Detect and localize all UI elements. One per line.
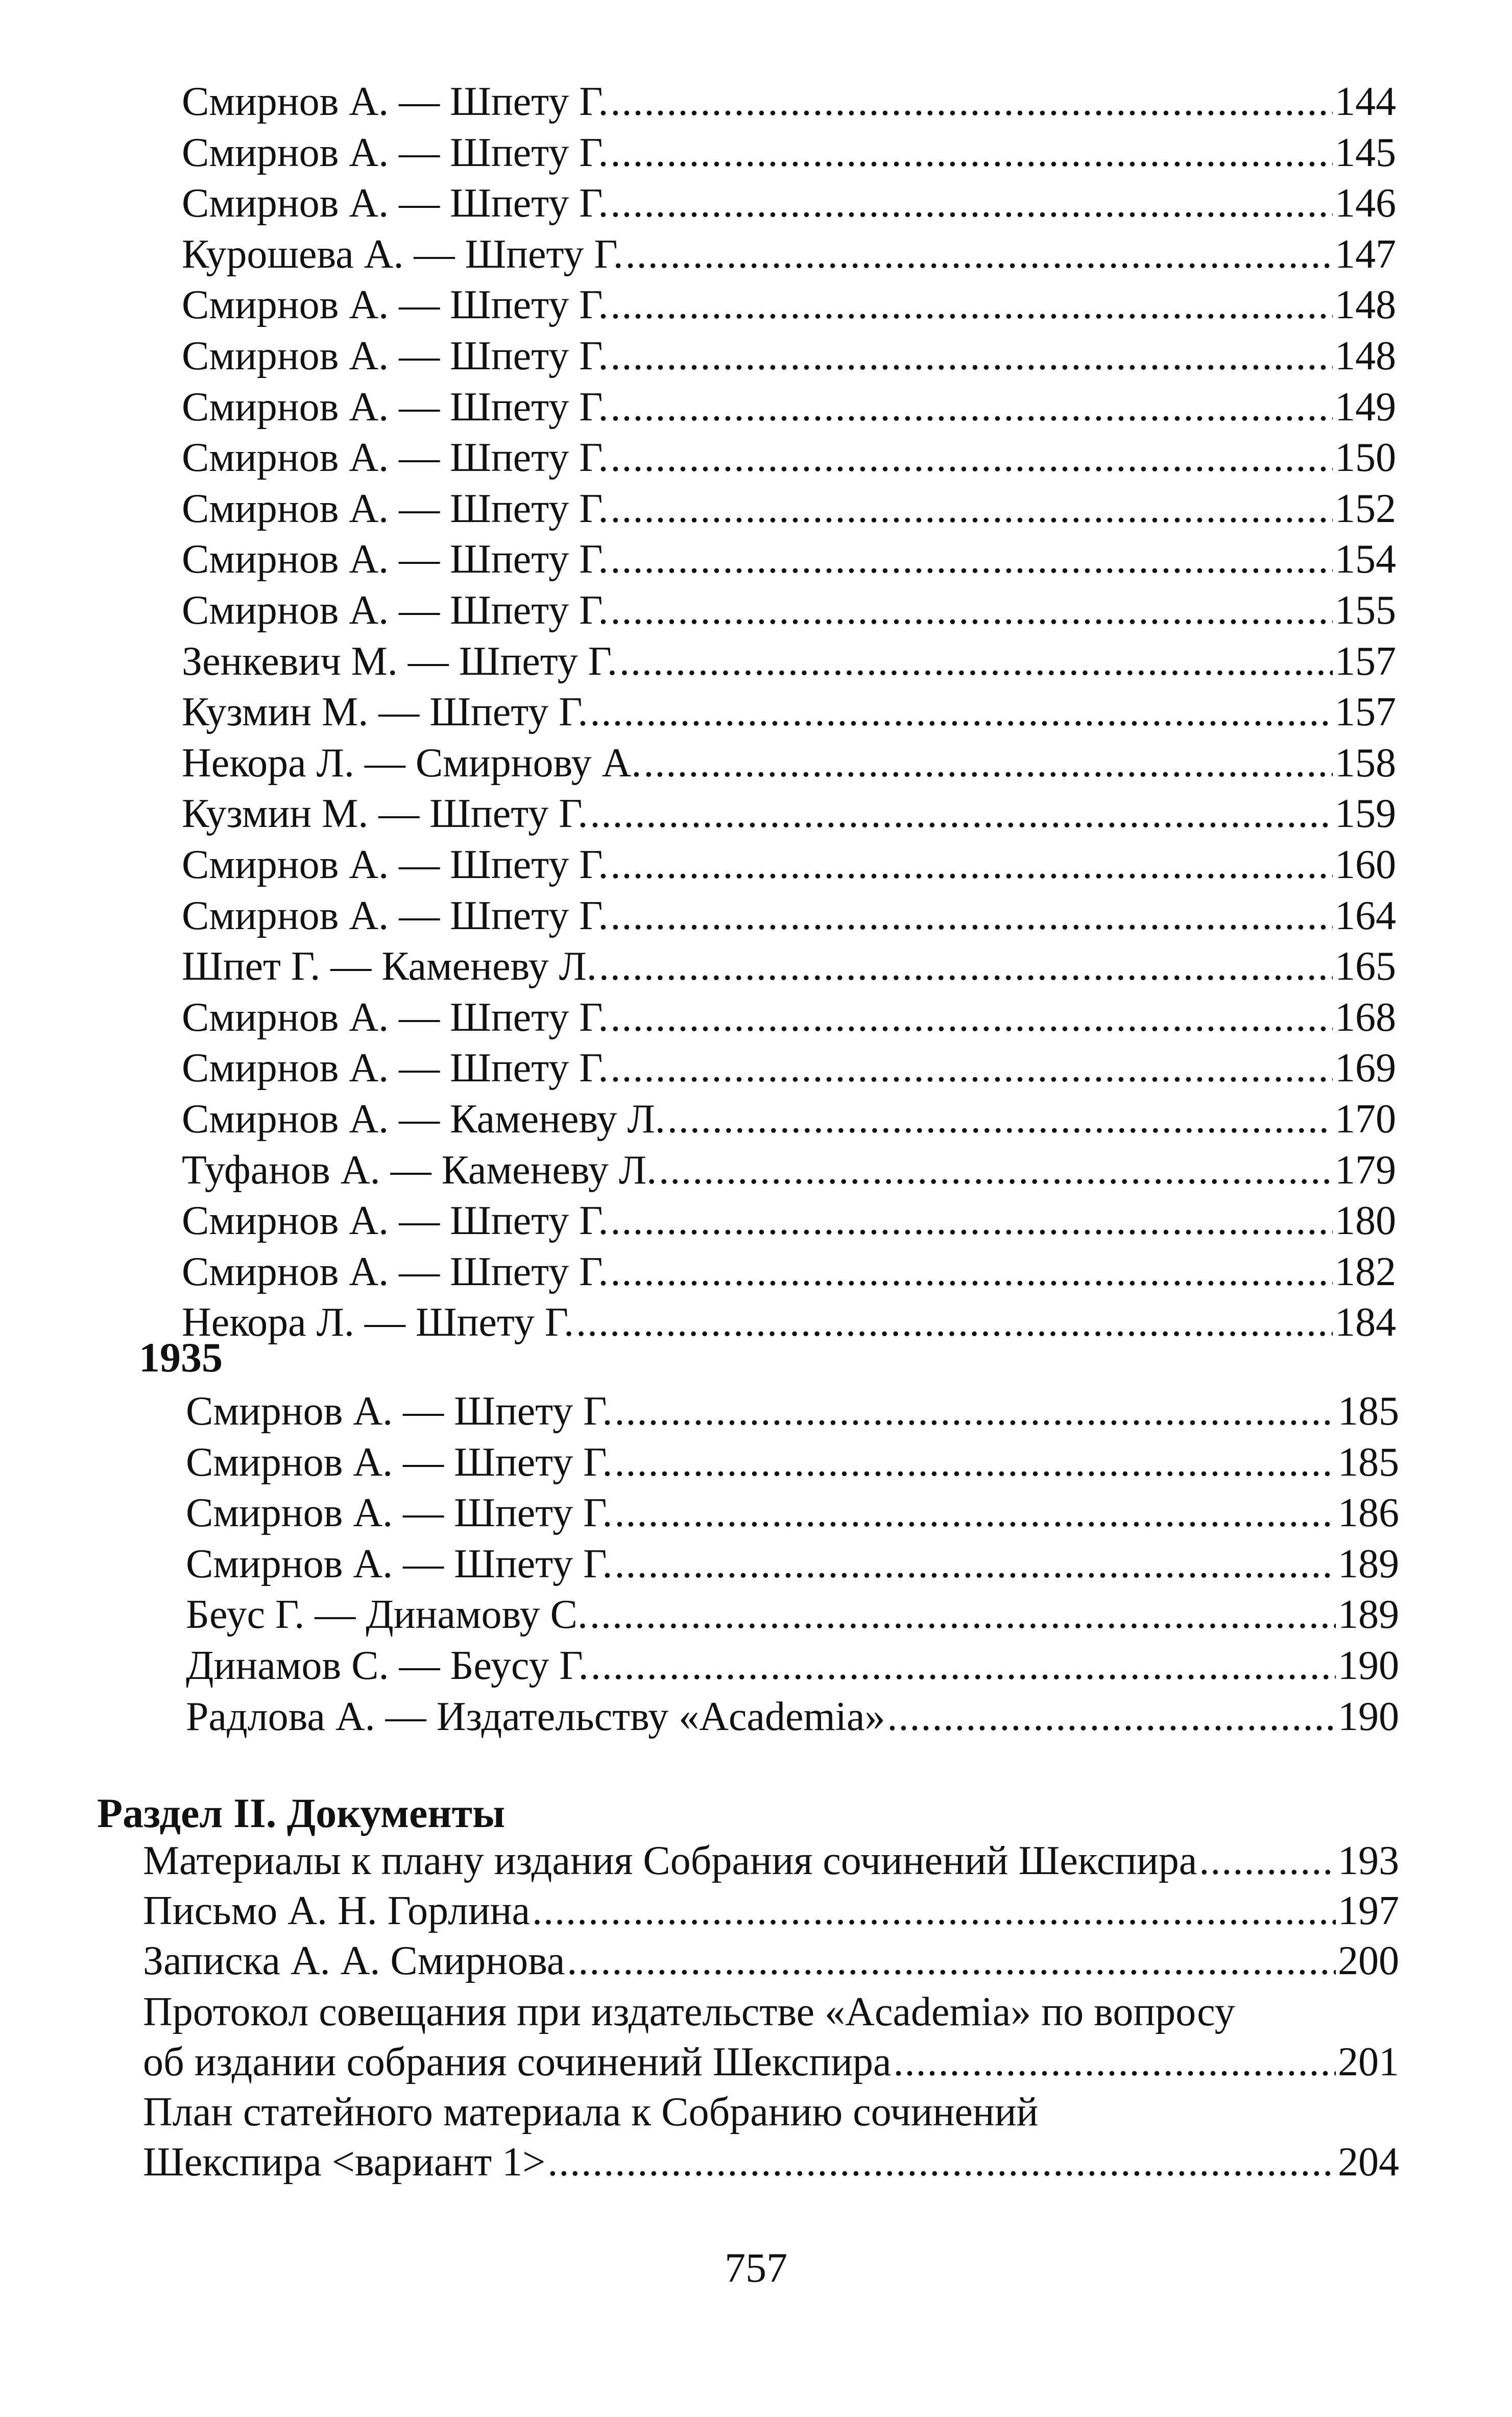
entry-title: Смирнов А. — Шпету Г. [186,1490,613,1536]
toc-entry [182,484,1396,534]
toc-entry [186,1488,1399,1538]
entry-title: Смирнов А. — Шпету Г. [186,1541,613,1586]
page-number: 189 [1338,1541,1399,1586]
entry-title: Некора Л. — Смирнову А. [182,740,642,786]
dot-leader [610,382,1333,432]
dot-leader [567,1936,1336,1986]
toc-entry [182,1297,1396,1347]
entry-title-line: Протокол совещания при издательстве «Academia» по вопросу [143,1989,1235,2034]
toc-entry [143,1936,1399,1986]
entry-title: Кузмин М. — Шпету Г. [182,690,588,735]
dot-leader [626,229,1333,279]
dot-leader [610,331,1333,381]
toc-entry [182,128,1396,178]
entry-title: Смирнов А. — Шпету Г. [182,537,609,582]
toc-entry [182,941,1396,991]
page-number: 145 [1335,130,1396,175]
page-number: 193 [1338,1838,1399,1883]
page-number: 185 [1338,1439,1399,1485]
entry-title: Смирнов А. — Шпету Г. [182,130,609,175]
dot-leader [576,1297,1333,1347]
entry-title: Кузмин М. — Шпету Г. [182,791,588,837]
page-number: 160 [1335,842,1396,887]
dot-leader [619,636,1333,686]
entry-title: Смирнов А. — Шпету Г. [182,486,609,531]
entry-title: Смирнов А. — Шпету Г. [182,842,609,887]
toc-entry [182,178,1396,228]
dot-leader [614,1539,1336,1589]
entry-title: Смирнов А. — Шпету Г. [182,1198,609,1244]
toc-entry [182,1043,1396,1093]
entry-title: Шпет Г. — Каменеву Л. [182,944,597,989]
toc-entry [186,1590,1399,1640]
page-number: 152 [1335,486,1396,531]
dot-leader [610,484,1333,534]
toc-entry [186,1692,1399,1742]
page-number: 201 [1338,2040,1399,2084]
toc-entry [182,1196,1396,1246]
entry-title: Письмо А. Н. Горлина [143,1888,530,1933]
entry-title: Смирнов А. — Шпету Г. [182,384,609,430]
dot-leader [610,585,1333,635]
toc-entry [182,229,1396,279]
entry-title: Курошева А. — Шпету Г. [182,231,623,277]
dot-leader [610,992,1333,1042]
toc-entry [182,789,1396,839]
dot-leader [610,433,1333,483]
toc-entry [182,840,1396,890]
page-number: 168 [1335,994,1396,1040]
page-number: 157 [1335,638,1396,684]
toc-entry [182,992,1396,1042]
dot-leader [659,1145,1333,1195]
dot-leader [591,1641,1336,1691]
dot-leader [614,1488,1336,1538]
entry-title: Смирнов А. — Шпету Г. [182,1046,609,1091]
page-number: 144 [1335,79,1396,124]
toc-entry [182,534,1396,584]
dot-leader [610,280,1333,330]
entry-title: Смирнов А. — Шпету Г. [182,893,609,938]
toc-entry [186,1641,1399,1691]
dot-leader [610,128,1333,178]
entry-title: Смирнов А. — Шпету Г. [182,282,609,328]
page-number: 170 [1335,1097,1396,1142]
entry-title: Смирнов А. — Шпету Г. [182,79,609,124]
page-number: 186 [1338,1490,1399,1536]
entry-title: Смирнов А. — Шпету Г. [182,1249,609,1294]
dot-leader [590,789,1333,839]
toc-entry [186,1437,1399,1487]
toc-entry [143,2037,1399,2087]
dot-leader [643,738,1333,788]
entry-title: Смирнов А. — Шпету Г. [182,588,609,633]
page-number: 148 [1335,282,1396,328]
toc-entry [182,280,1396,330]
toc-entry [182,636,1396,686]
page-number: 149 [1335,384,1396,430]
page-number: 158 [1335,740,1396,786]
toc-entry [182,585,1396,635]
toc-entry [186,1386,1399,1436]
entry-title: Смирнов А. — Шпету Г. [182,435,609,481]
entry-title: Смирнов А. — Шпету Г. [182,181,609,226]
page-number: 180 [1335,1198,1396,1244]
page-number: 185 [1338,1389,1399,1434]
dot-leader [614,1437,1336,1487]
toc-entry [182,1247,1396,1297]
year-heading: 1935 [139,1334,223,1381]
toc-entry [182,1094,1396,1144]
entry-title: Некора Л. — Шпету Г. [182,1300,574,1345]
page-number: 190 [1338,1643,1399,1688]
page-number: 184 [1335,1300,1396,1345]
toc-entry [182,738,1396,788]
page-number: 169 [1335,1046,1396,1091]
page-number: 189 [1338,1592,1399,1638]
page-number: 200 [1338,1938,1399,1983]
page-number: 164 [1335,893,1396,938]
page-number: 159 [1335,791,1396,837]
toc-entry [186,1539,1399,1589]
dot-leader [610,1043,1333,1093]
dot-leader [610,178,1333,228]
dot-leader [610,1247,1333,1297]
dot-leader [610,534,1333,584]
page-number: 165 [1335,944,1396,989]
page-number: 197 [1338,1888,1399,1933]
dot-leader [893,2037,1336,2087]
page-number: 157 [1335,690,1396,735]
dot-leader [590,1590,1336,1640]
dot-leader [590,687,1333,737]
toc-entry [182,687,1396,737]
toc-entry [182,891,1396,941]
entry-title: Записка А. А. Смирнова [143,1938,565,1983]
entry-title: Смирнов А. — Шпету Г. [186,1389,613,1434]
section-heading: Раздел II. Документы [97,1790,505,1836]
entry-title: Смирнов А. — Шпету Г. [182,994,609,1040]
dot-leader [599,941,1333,991]
entry-title: Смирнов А. — Каменеву Л. [182,1097,665,1142]
entry-title: Беус Г. — Динамову С. [186,1592,588,1638]
dot-leader [887,1692,1336,1742]
page-number: 147 [1335,231,1396,277]
entry-title: Зенкевич М. — Шпету Г. [182,638,617,684]
toc-entry [143,1836,1399,1886]
toc-entry [182,77,1396,127]
page-number: 150 [1335,435,1396,481]
entry-title-line: План статейного материала к Собранию сочинений [143,2090,1039,2135]
dot-leader [667,1094,1333,1144]
page-number: 148 [1335,334,1396,378]
toc-entry [143,1886,1399,1936]
toc-entry [143,2137,1399,2187]
dot-leader [610,891,1333,941]
page-number: 155 [1335,588,1396,633]
dot-leader [532,1886,1336,1936]
entry-title: Смирнов А. — Шпету Г. [186,1439,613,1485]
entry-title: Туфанов А. — Каменеву Л. [182,1147,657,1193]
dot-leader [610,77,1333,127]
page-number: 204 [1338,2140,1399,2185]
entry-title: Шекспира <вариант 1> [143,2140,546,2185]
page-folio: 757 [725,2244,787,2291]
toc-entry [182,433,1396,483]
entry-title: Радлова А. — Издательству «Academia» [186,1694,885,1739]
dot-leader [614,1386,1336,1436]
entry-title: Смирнов А. — Шпету Г. [182,334,609,378]
entry-title: об издании собрания сочинений Шекспира [143,2040,892,2084]
dot-leader [610,840,1333,890]
entry-title: Динамов С. — Беусу Г. [186,1643,589,1688]
page-number: 179 [1335,1147,1396,1193]
page-number: 182 [1335,1249,1396,1294]
dot-leader [547,2137,1336,2187]
toc-entry [182,1145,1396,1195]
page-number: 190 [1338,1694,1399,1739]
page-number: 154 [1335,537,1396,582]
entry-title: Материалы к плану издания Собрания сочинений Шекспира [143,1838,1197,1883]
page-number: 146 [1335,181,1396,226]
toc-entry [182,331,1396,381]
dot-leader [610,1196,1333,1246]
toc-entry [182,382,1396,432]
dot-leader [1199,1836,1336,1886]
